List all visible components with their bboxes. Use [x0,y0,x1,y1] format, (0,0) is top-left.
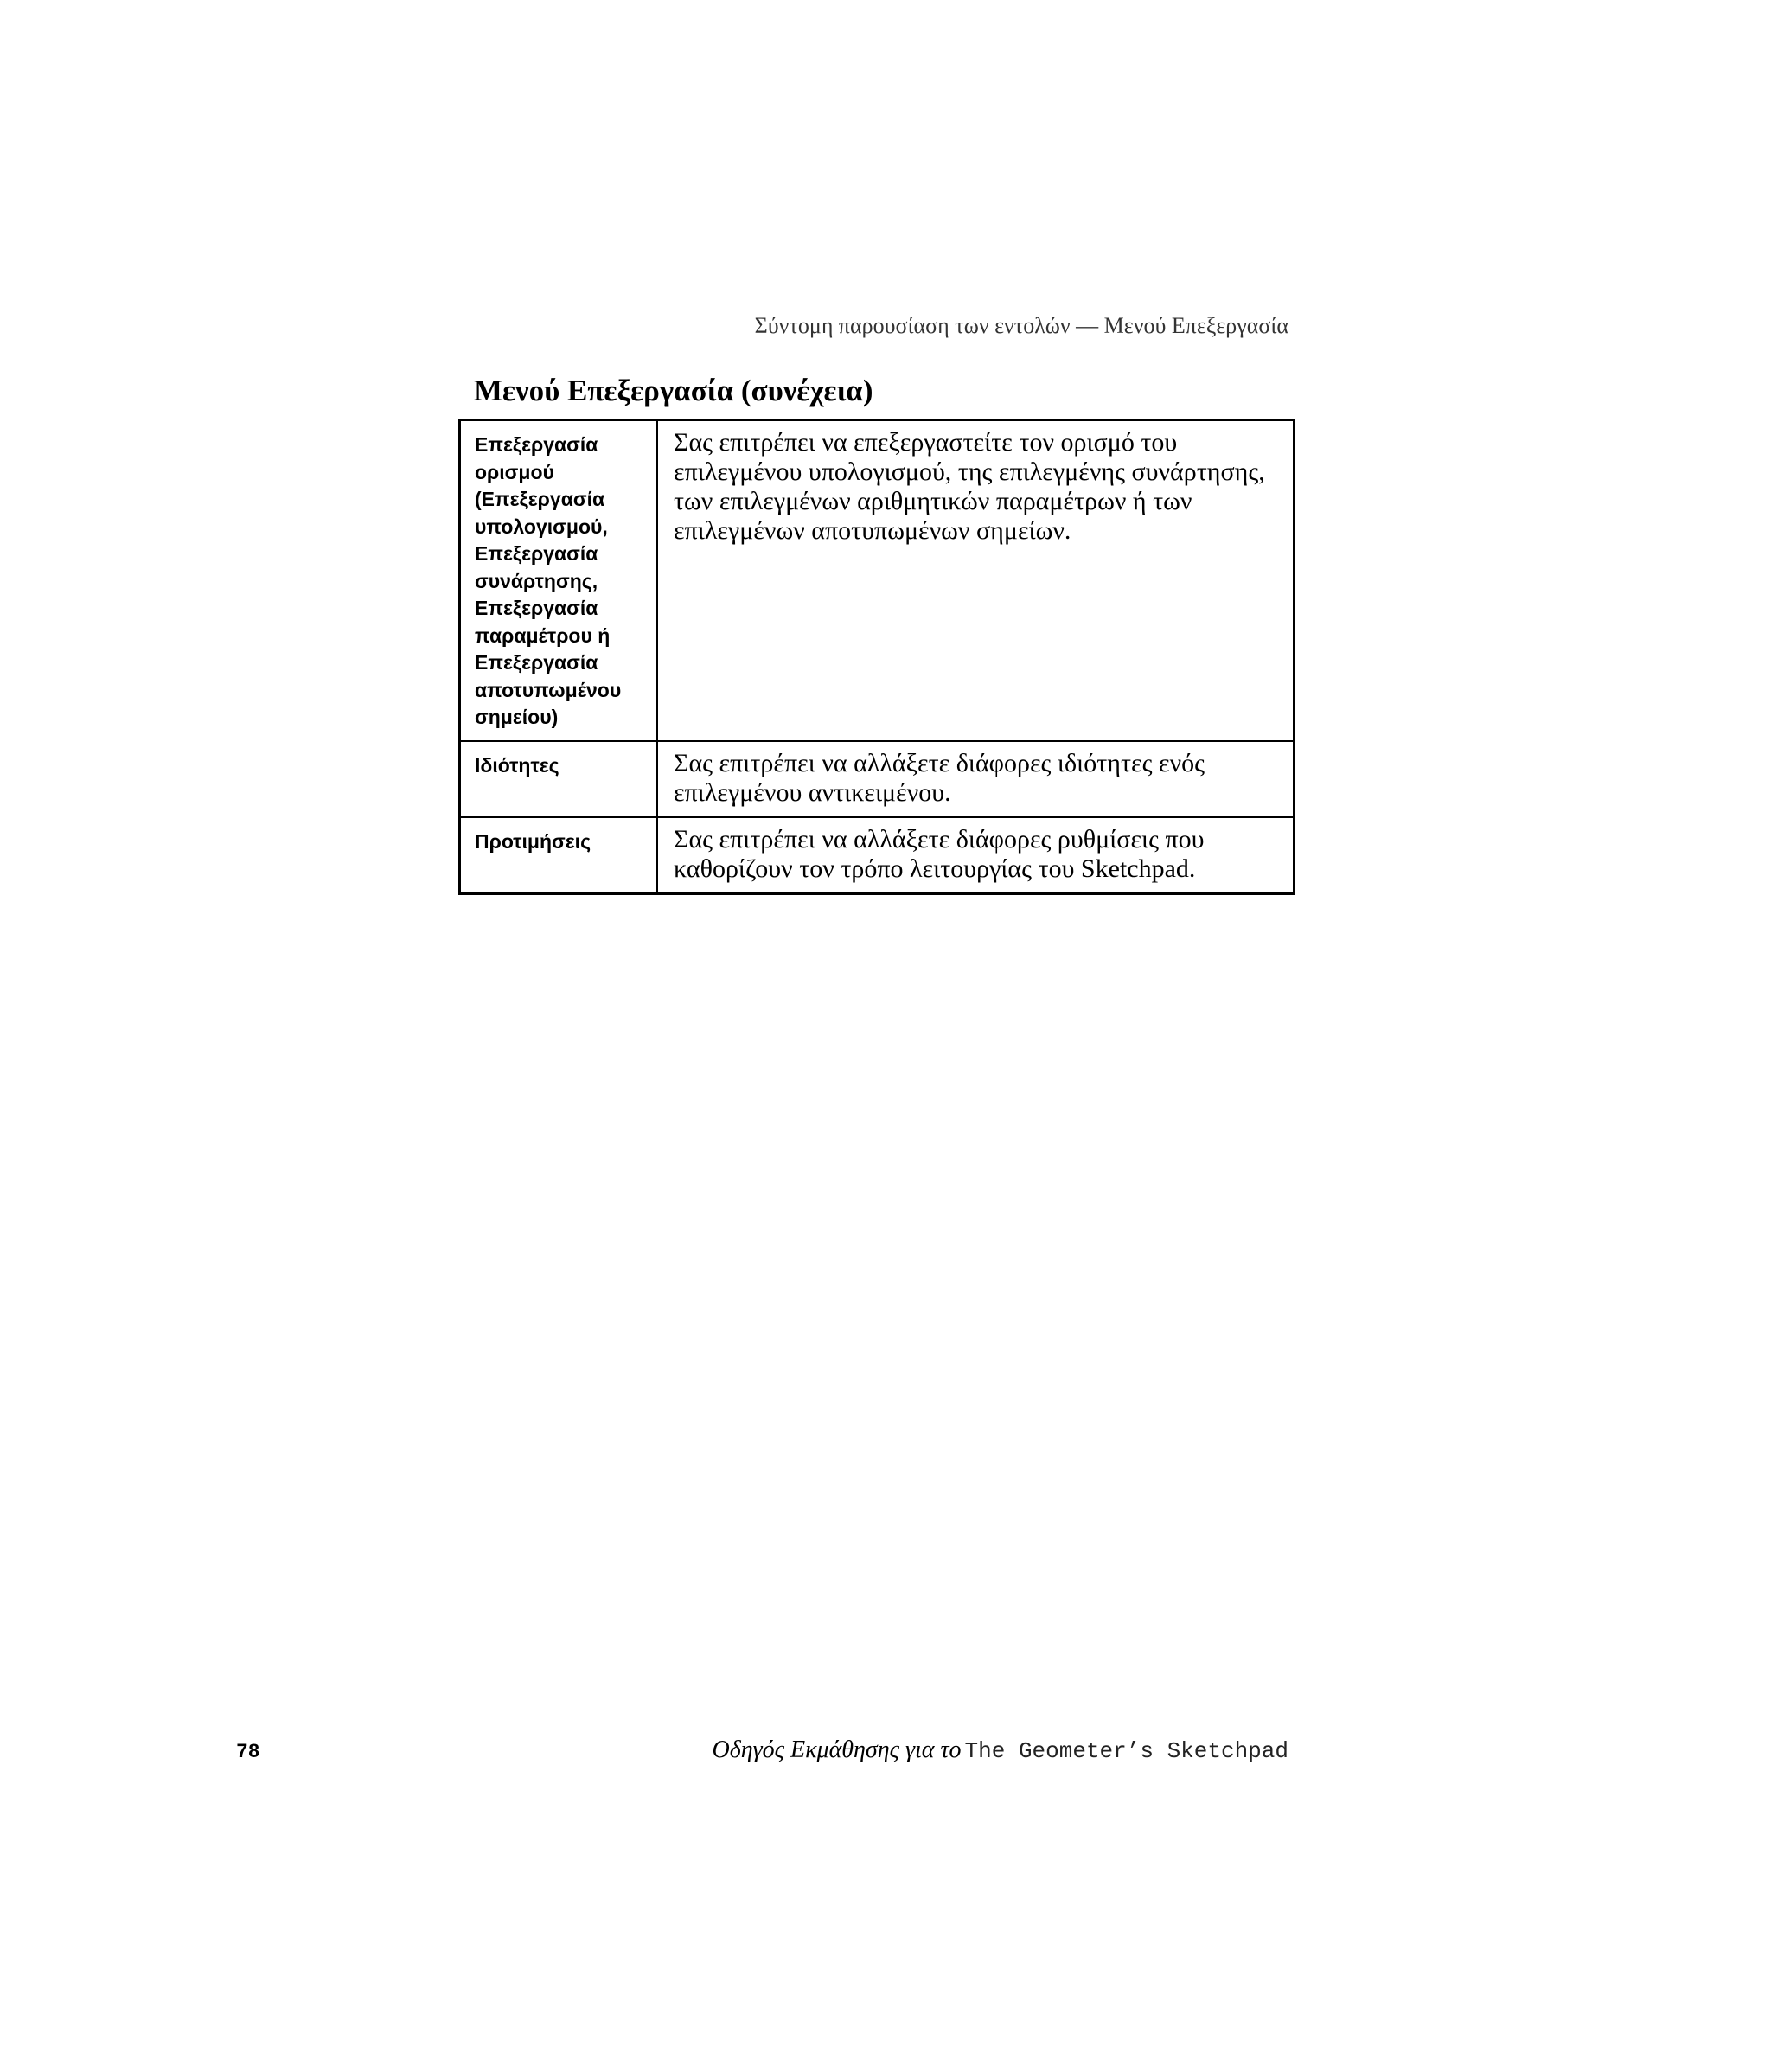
page-number: 78 [236,1741,260,1763]
command-description-edit-definition [657,420,1295,741]
description-line: καθορίζουν τον τρόπο λειτουργίας του Sketchpad. [674,854,1196,883]
description-line: επιλεγμένων αποτυπωμένων σημείων. [674,516,1071,545]
term-line: Επεξεργασία [475,651,598,674]
command-description-properties [657,741,1295,817]
table-row [460,741,1295,817]
term-line: Επεξεργασία [475,597,598,619]
table-row [460,817,1295,894]
footer-title [605,1736,1288,1764]
description-line: επιλεγμένου υπολογισμού, της επιλεγμένης συνάρτησης, [674,457,1265,486]
term-line: ορισμού [475,460,554,483]
command-description-preferences [657,817,1295,894]
description-line: των επιλεγμένων αριθμητικών παραμέτρων ή των [674,487,1192,515]
term-line: παραμέτρου ή [475,624,611,647]
command-term-properties [460,741,658,817]
command-term-preferences [460,817,658,894]
term-line: υπολογισμού, [475,515,608,538]
command-table [458,419,1295,895]
term-line: συνάρτησης, [475,569,598,592]
term-line: Επεξεργασία [475,542,598,565]
running-header: Σύντομη παρουσίαση των εντολών — Μενού Επεξεργασία [754,313,1288,338]
description-line: Σας επιτρέπει να αλλάξετε διάφορες ιδιότητες ενός [674,748,1205,777]
description-line: Σας επιτρέπει να επεξεργαστείτε τον ορισμό του [674,428,1178,457]
description-line: Σας επιτρέπει να αλλάξετε διάφορες ρυθμίσεις που [674,824,1205,854]
term-line: (Επεξεργασία [475,488,605,510]
term-line: Ιδιότητες [475,753,559,777]
section-title: Μενού Επεξεργασία (συνέχεια) [474,374,873,407]
term-line: Προτιμήσεις [475,829,591,853]
command-term-edit-definition [460,420,658,741]
footer-title-product: The Geometer’s Sketchpad [964,1738,1288,1764]
footer-title-greek: Οδηγός Εκμάθησης για το [712,1736,962,1763]
term-line: Επεξεργασία [475,433,598,456]
term-line: σημείου) [475,706,559,728]
term-line: αποτυπωμένου [475,678,622,701]
table-row [460,420,1295,741]
description-line: επιλεγμένου αντικειμένου. [674,777,951,807]
